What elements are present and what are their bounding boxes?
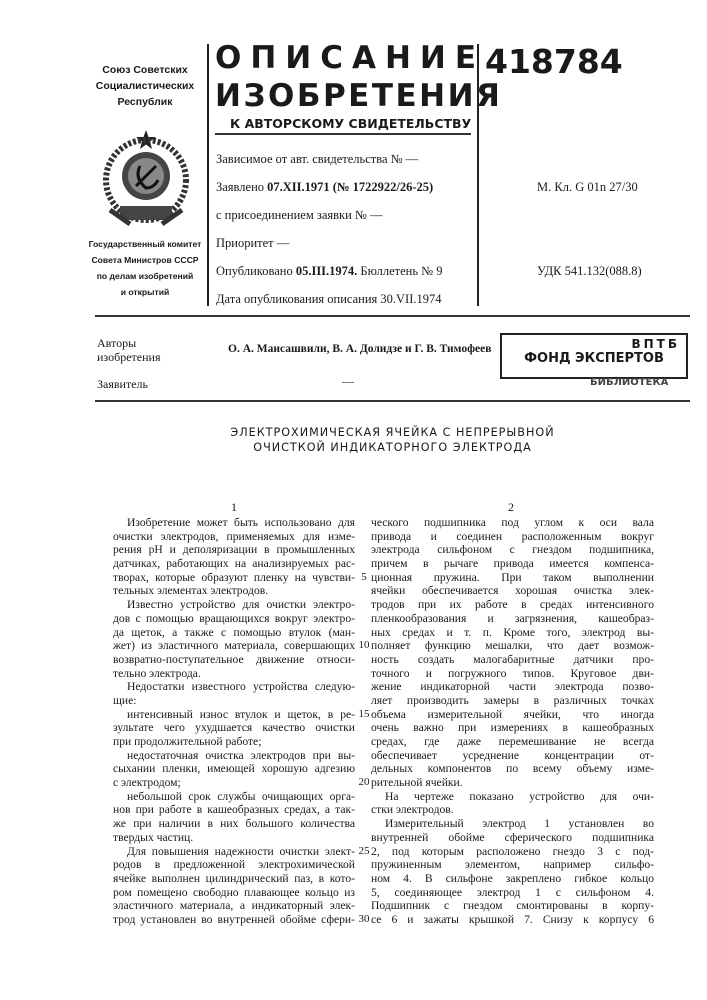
filed-label: Заявлено [216,180,267,194]
text-line: рительной ячейки. [371,776,654,790]
column-number: 1 [231,500,237,515]
library-stamp [500,333,688,379]
text-line: щие: [113,694,355,708]
text-line: полняет функцию мешалки, что дает возмож- [371,639,654,653]
authors-label-line: Авторы [97,336,160,350]
bulletin: Бюллетень № 9 [357,264,442,278]
filed-value: 07.XII.1971 (№ 1722922/26-25) [267,180,433,194]
priority-field: Приоритет — [216,236,289,251]
text-line: Недостатки известного устройства следую- [113,680,355,694]
committee-line: Государственный комитет [85,236,205,252]
text-line: сыхании пленки, имеющей хорошую адгезию [113,762,355,776]
text-line: творах, которые образуют пленку на чувстви- [113,571,355,585]
text-column-2 [371,516,654,927]
subtitle-underline [215,133,471,135]
ussr-coat-of-arms-icon [100,128,192,230]
description-date-field: Дата опубликования описания 30.VII.1974 [216,292,442,307]
line-number: 25 [355,845,373,857]
text-line: Подшипник с гнездом смонтированы в корпу- [371,899,654,913]
text-line: средах, где даже перемешивание не всегда [371,735,654,749]
text-line: ность создать малогабаритные датчики про- [371,653,654,667]
document-title [95,425,690,455]
line-number: 20 [355,776,373,788]
text-line: пленкообразования и загрязнения, кашеобраз- [371,612,654,626]
text-line: небольшой срок службы очищающих орга- [113,790,355,804]
authors-label-line: изобретения [97,350,160,364]
text-line: На чертеже показано устройство для очи- [371,790,654,804]
subtitle: К АВТОРСКОМУ СВИДЕТЕЛЬСТВУ [230,116,471,131]
authors-label [97,336,160,364]
text-line: твердых частиц. [113,831,355,845]
text-line: ляет производить замеры в различных точках [371,694,654,708]
published-value: 05.III.1974. [296,264,357,278]
text-line: очень важно при измерениях в кашеобразных [371,721,654,735]
stamp-line: БИБЛИОТЕКА [590,377,668,388]
text-line: привода и соединен расположенным вокруг [371,530,654,544]
dependent-field: Зависимое от авт. свидетельства № — [216,152,418,167]
country-name [85,62,205,110]
text-line: 2, под которым расположено гнездо 3 с под- [371,845,654,859]
text-line: рения pH и деполяризации в промышленных [113,543,355,557]
applicant-label: Заявитель [97,377,148,392]
committee-line: и открытий [85,284,205,300]
published-label: Опубликовано [216,264,296,278]
column-number: 2 [508,500,514,515]
text-line: ционная пружина. При таком выполнении [371,571,654,585]
text-line: объема измерительной ячейки, что иногда [371,708,654,722]
text-line: очистки электродов, применяемых для изме- [113,530,355,544]
patent-number: 418784 [485,42,623,81]
classification: М. Кл. G 01n 27/30 [537,180,638,195]
filed-field [216,180,433,195]
addition-field: с присоединением заявки № — [216,208,382,223]
country-line: Социалистических [85,78,205,94]
text-line: Для повышения надежности очистки элект- [113,845,355,859]
text-line: внутренней обойме сферического подшипника [371,831,654,845]
text-line: ячейки обеспечивается хорошая очистка элек- [371,584,654,598]
title-invention: ИЗОБРЕТЕНИЯ [215,78,485,114]
text-line: зультате чего ухудшается качество очистки [113,721,355,735]
committee-line: Совета Министров СССР [85,252,205,268]
text-line: электрода сильфоном с гнездом подшипника, [371,543,654,557]
title-line: ЭЛЕКТРОХИМИЧЕСКАЯ ЯЧЕЙКА С НЕПРЕРЫВНОЙ [95,425,690,440]
committee-line: по делам изобретений [85,268,205,284]
text-line: датчиках, работающих на анализируемых рас- [113,557,355,571]
line-number: 30 [355,913,373,925]
text-line: с электродом; [113,776,355,790]
text-line: пружиненным элементом, например сильфо- [371,858,654,872]
text-line: дельных компонентов по всему объему изме- [371,762,654,776]
line-number: 5 [355,571,373,583]
text-line: 5, соединяющее электрод 1 с сильфоном 4. [371,886,654,900]
text-line: причем в рычаге привода имеется компенса- [371,557,654,571]
rule [95,400,690,402]
text-line: да щеток, а также с помощью втулок (ман- [113,626,355,640]
text-line: точного и погружного типов. Круговое дви- [371,667,654,681]
text-line: се 6 и зажаты крышкой 7. Снизу к корпусу 6 [371,913,654,927]
text-line: же при наличии в них большого количества [113,817,355,831]
divider [207,44,209,306]
title-description: ОПИСАНИЕ [215,40,485,76]
published-field [216,264,442,279]
text-line: ном 4. В сильфоне закреплено гибкое кольцо [371,872,654,886]
text-line: ячейке выполнен цилиндрический паз, в кото- [113,872,355,886]
applicant-value: — [342,374,354,389]
committee-name [85,236,205,300]
text-line: обеспечивает усреднение концентрации от- [371,749,654,763]
country-line: Союз Советских [85,62,205,78]
stamp-line: ФОНД ЭКСПЕРТОВ [502,351,686,366]
rule [95,315,690,317]
text-line: Изобретение может быть использовано для [113,516,355,530]
author-names: О. А. Маисашвили, В. А. Долидзе и Г. В. Тимофеев [228,343,491,355]
udc: УДК 541.132(088.8) [537,264,642,279]
line-number: 10 [355,639,373,651]
text-line: стки электродов. [371,803,654,817]
text-line: тродов при их работе в средах интенсивного [371,598,654,612]
text-line: тельных элементах электродов. [113,584,355,598]
text-line: ных средах и т. п. Кроме того, электрод вы- [371,626,654,640]
text-line: возвратно-поступательное движение относи- [113,653,355,667]
text-line: Измерительный электрод 1 установлен во [371,817,654,831]
stamp-line: ВПТБ [502,337,686,351]
text-line: ческого подшипника под углом к оси вала [371,516,654,530]
text-line: интенсивный износ втулок и щеток, в ре- [113,708,355,722]
text-line: дов с помощью вращающихся вокруг электро- [113,612,355,626]
line-number: 15 [355,708,373,720]
text-line: родов в предложенной электрохимической [113,858,355,872]
text-line: ром помещено свободно плавающее кольцо из [113,886,355,900]
country-line: Республик [85,94,205,110]
text-line: Известно устройство для очистки электро- [113,598,355,612]
text-line: трод установлен во внутренней обойме сфери- [113,913,355,927]
text-line: тельно электрода. [113,667,355,681]
text-column-1 [113,516,355,927]
title-line: ОЧИСТКОЙ ИНДИКАТОРНОГО ЭЛЕКТРОДА [95,440,690,455]
text-line: нов при работе в кашеобразных средах, а так- [113,803,355,817]
text-line: недостаточная очистка электродов при вы- [113,749,355,763]
text-line: жение индикаторной части электрода позво- [371,680,654,694]
text-line: эластичного материала, а индикаторный элек- [113,899,355,913]
text-line: при продолжительной работе; [113,735,355,749]
text-line: жет) из эластичного материала, совершающих [113,639,355,653]
